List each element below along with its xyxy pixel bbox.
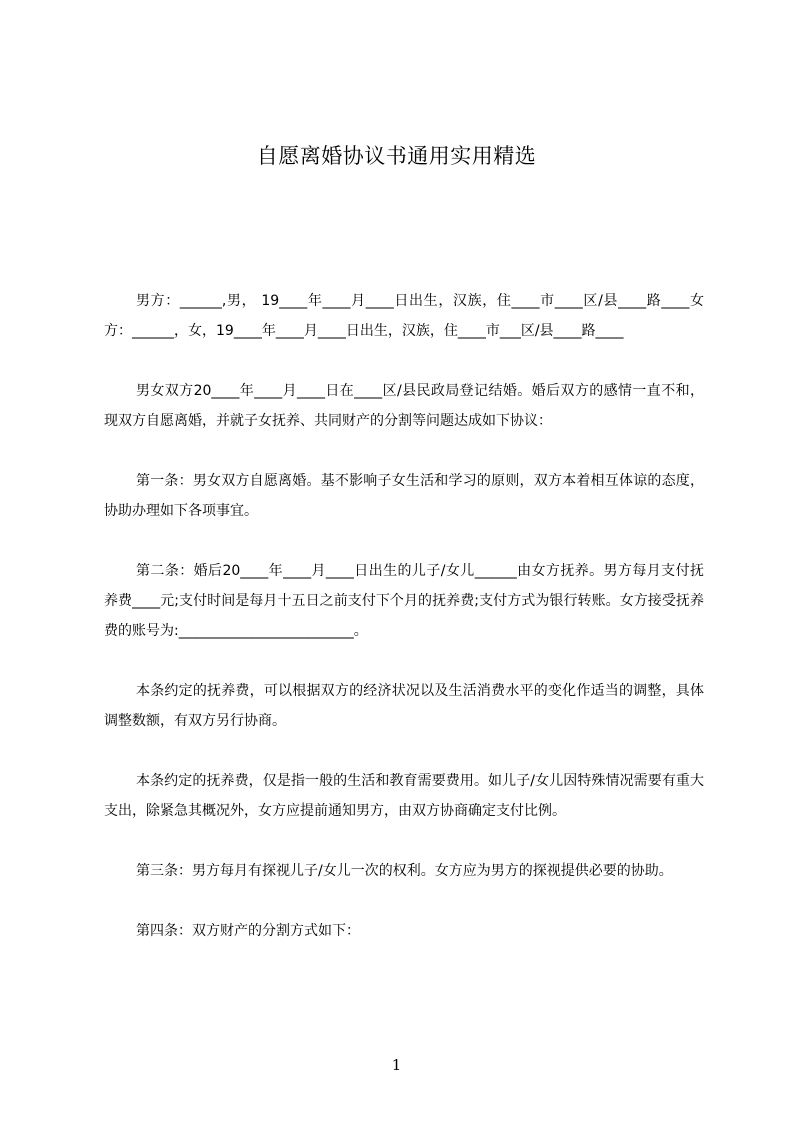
paragraph-article-3: 第三条：男方每月有探视儿子/女儿一次的权利。女方应为男方的探视提供必要的协助。 xyxy=(136,863,673,879)
paragraph-article-2: 第二条：婚后20____年____月____日出生的儿子/女儿______由女方抚养。男方每月支付抚养费____元;支付时间是每月十五日之前支付下个月的抚养费;支付方式为银行转账。女方接受抚养费的账号为:_________________________。 xyxy=(104,563,704,639)
paragraph-marriage-registration: 男女双方20____年____月____日在____区/县民政局登记结婚。婚后双方的感情一直不和，现双方自愿离婚，并就子女抚养、共同财产的分割等问题达成如下协议： xyxy=(104,383,704,429)
paragraph-article-1: 第一条：男女双方自愿离婚。基不影响子女生活和学习的原则，双方本着相互体谅的态度，协助办理如下各项事宜。 xyxy=(104,473,704,519)
document-title: 自愿离婚协议书通用实用精选 xyxy=(256,144,537,168)
paragraph-parties: 男方：______,男， 19____年____月____日出生，汉族，住____市____区/县____路____女方：______，女，19____年____月____日出生，汉族，住____市___区/县____路____ xyxy=(104,293,704,339)
paragraph-support-adjustment: 本条约定的抚养费，可以根据双方的经济状况以及生活消费水平的变化作适当的调整，具体调整数额，有双方另行协商。 xyxy=(104,683,704,729)
paragraph-article-4: 第四条：双方财产的分割方式如下： xyxy=(136,923,360,939)
page-number: 1 xyxy=(391,1056,402,1074)
paragraph-support-scope: 本条约定的抚养费，仅是指一般的生活和教育需要费用。如儿子/女儿因特殊情况需要有重大支出，除紧急其概况外，女方应提前通知男方，由双方协商确定支付比例。 xyxy=(104,773,704,819)
document-body xyxy=(104,286,704,946)
